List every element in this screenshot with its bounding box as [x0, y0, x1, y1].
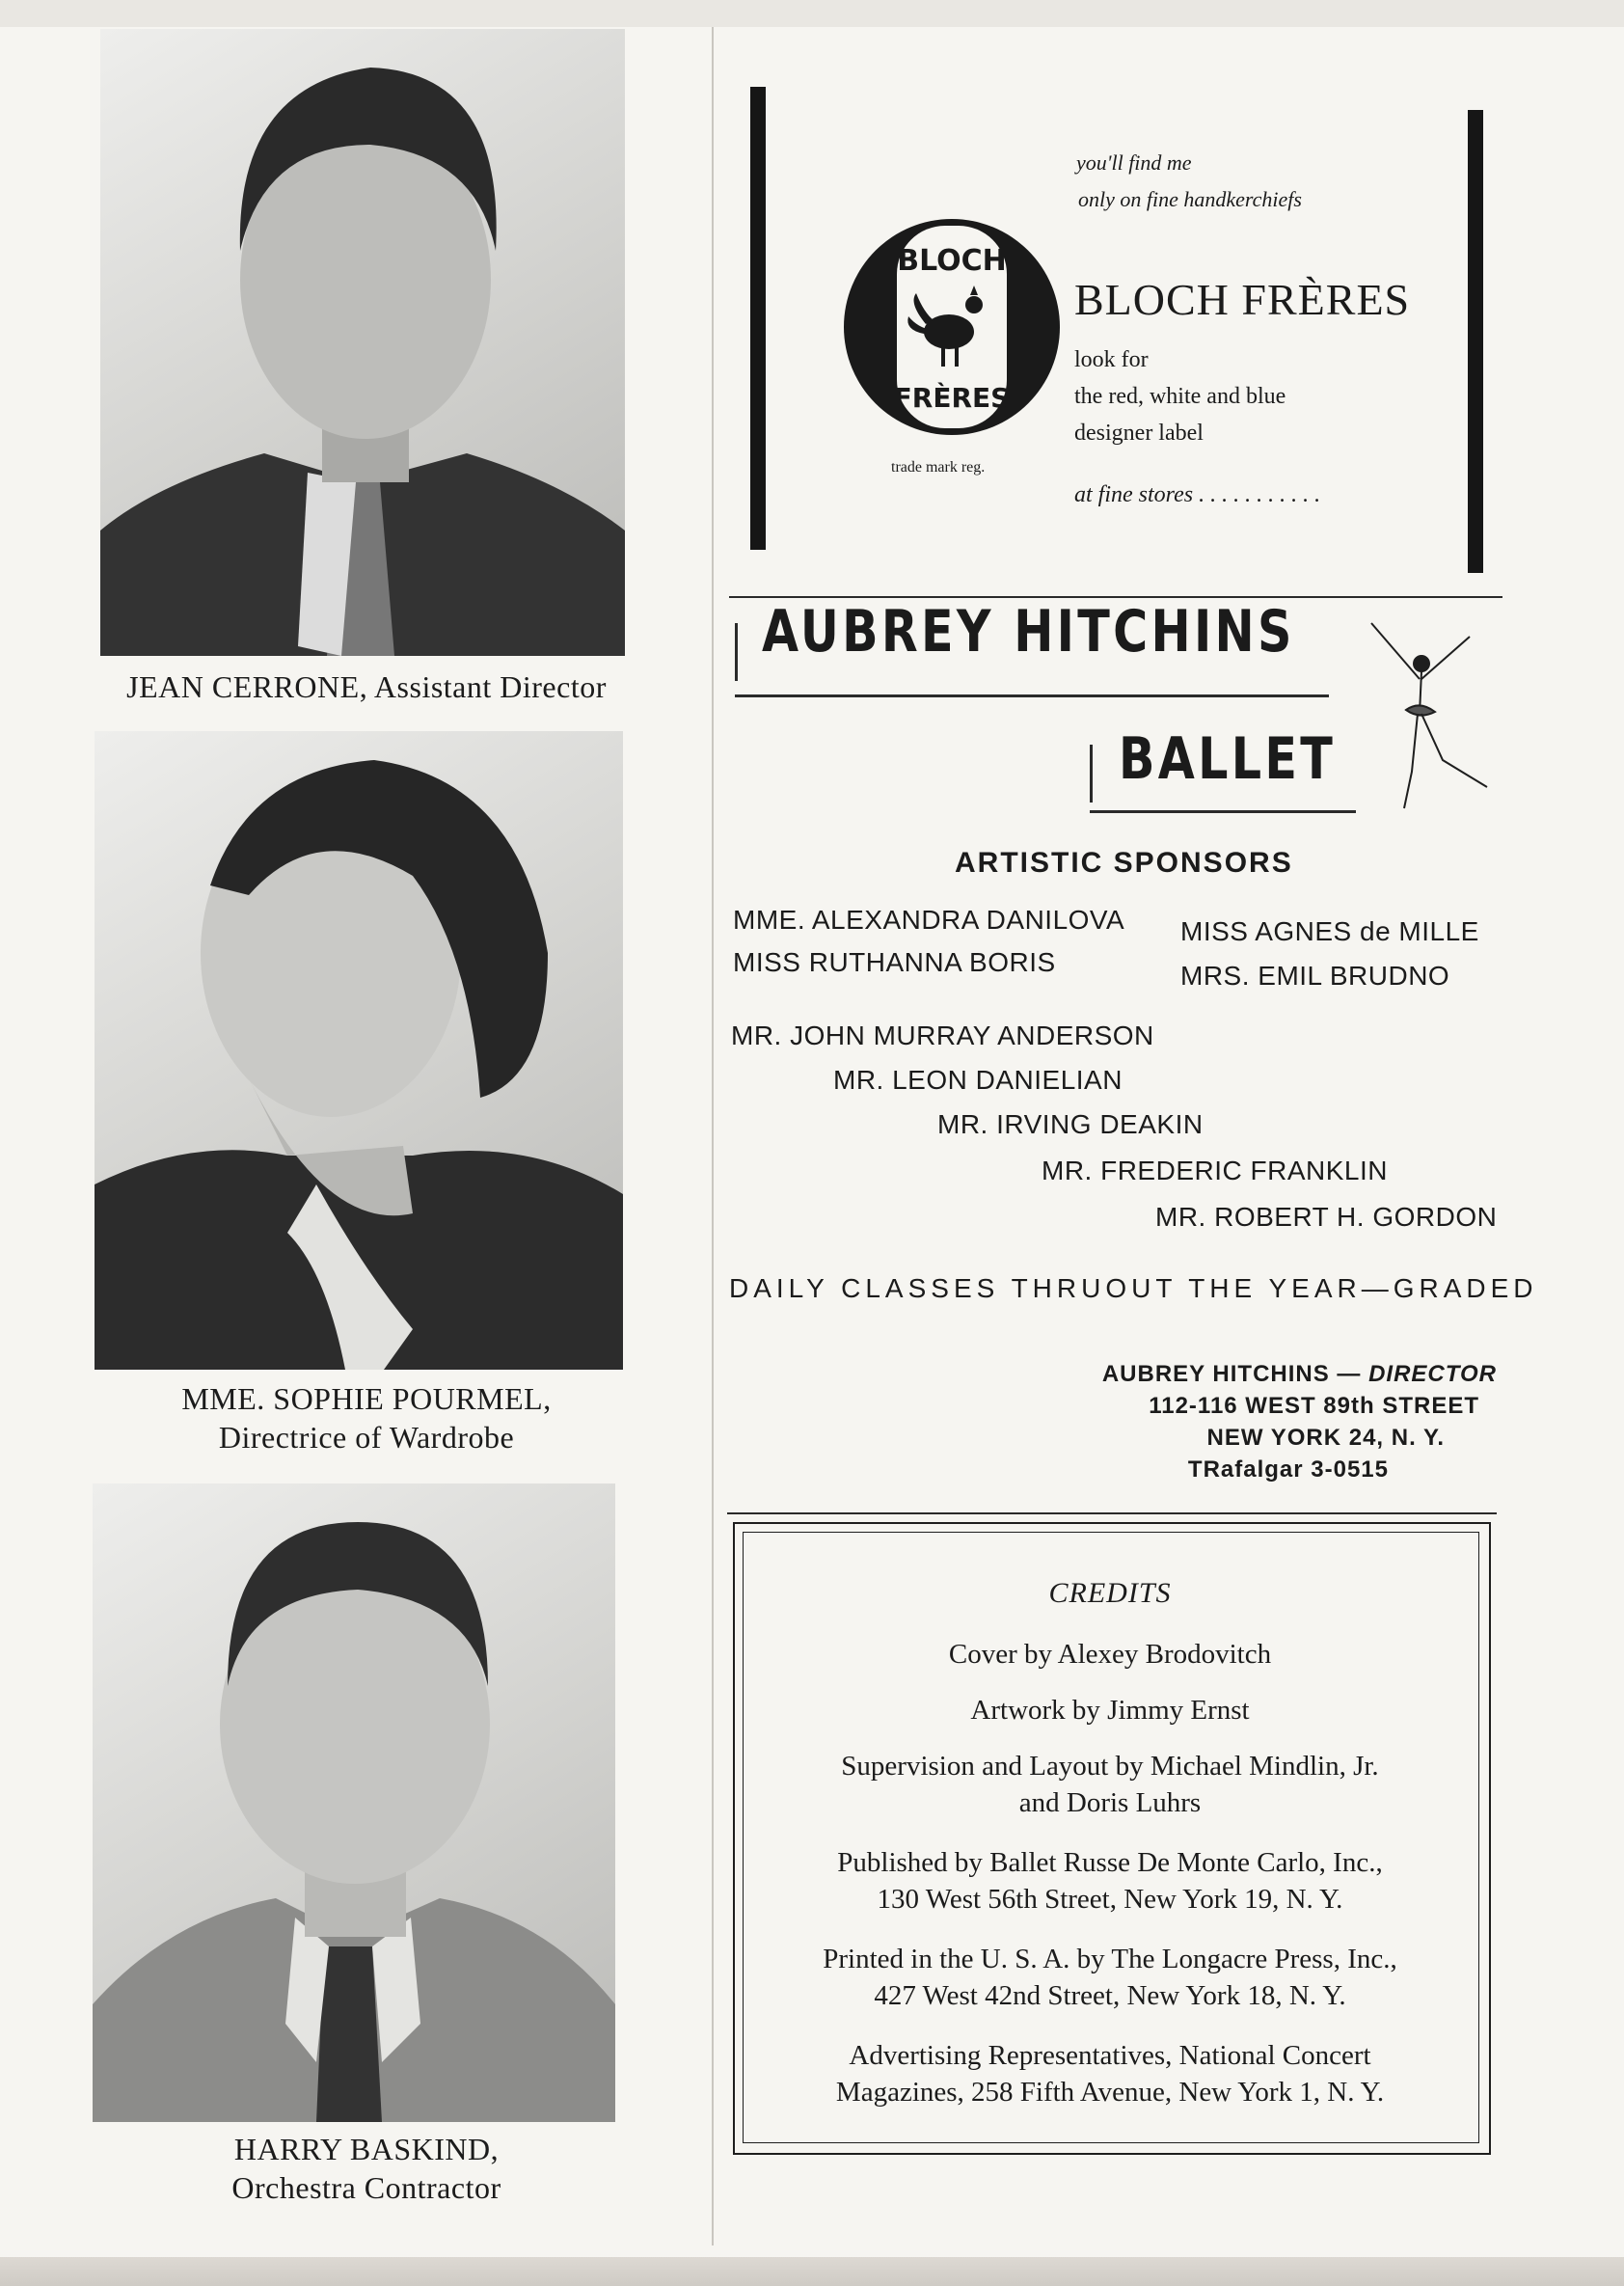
phone-number: TRafalgar 3-0515 — [1187, 1456, 1389, 1483]
ad-body-line: designer label — [1074, 421, 1204, 446]
sponsor-name: MR. FREDERIC FRANKLIN — [1042, 1156, 1388, 1185]
credits-title: CREDITS — [1048, 1577, 1172, 1609]
ad-left-bar — [750, 87, 766, 550]
credit-line: and Doris Luhrs — [1018, 1787, 1202, 1818]
caption-name: HARRY BASKIND, — [233, 2132, 500, 2166]
caption-jean-cerrone — [68, 667, 665, 706]
credit-line: 427 West 42nd Street, New York 18, N. Y. — [874, 1980, 1346, 2011]
heading-bracket-vertical — [735, 623, 738, 681]
page-gutter — [712, 27, 714, 2245]
sponsor-name: MRS. EMIL BRUDNO — [1180, 961, 1450, 991]
ad-body-line: look for — [1074, 347, 1149, 372]
credit-line: Advertising Representatives, National Concert — [849, 2040, 1371, 2071]
portrait-jean-cerrone — [100, 29, 625, 656]
credit-line: Magazines, 258 Fifth Avenue, New York 1, N. Y. — [835, 2077, 1385, 2108]
heading-bracket-vertical — [1090, 745, 1093, 803]
ad-body-line: the red, white and blue — [1074, 384, 1286, 409]
scan-bottom-edge — [0, 2257, 1624, 2286]
studio-contact — [1003, 1358, 1497, 1485]
credit-line: 130 West 56th Street, New York 19, N. Y. — [877, 1884, 1343, 1915]
credit-line: Supervision and Layout by Michael Mindlin, Jr. — [841, 1751, 1379, 1782]
portrait-sophie-pourmel — [95, 731, 623, 1370]
ballet-heading-line-1: AUBREY HITCHINS — [762, 598, 1295, 666]
sponsor-name: MME. ALEXANDRA DANILOVA — [733, 905, 1125, 935]
ballerina-illustration — [1362, 617, 1493, 820]
director-name: AUBREY HITCHINS — — [1101, 1361, 1369, 1387]
director-title: DIRECTOR — [1368, 1361, 1497, 1387]
section-divider — [727, 1512, 1497, 1514]
caption-name: JEAN CERRONE, Assistant Director — [126, 669, 607, 704]
sponsor-name: MISS RUTHANNA BORIS — [733, 947, 1056, 977]
sponsor-name: MR. LEON DANIELIAN — [833, 1065, 1123, 1095]
brand-name: BLOCH FRÈRES — [1074, 275, 1411, 324]
caption-harry-baskind — [68, 2130, 665, 2207]
sponsor-name: MISS AGNES de MILLE — [1180, 916, 1479, 946]
heading-underline — [735, 694, 1329, 697]
logo-bottom-text: FRÈRES — [893, 382, 1011, 414]
sponsors-heading: ARTISTIC SPONSORS — [955, 847, 1293, 879]
bloch-freres-logo — [841, 216, 1063, 438]
caption-name: MME. SOPHIE POURMEL, — [181, 1381, 552, 1416]
credit-line: Cover by Alexey Brodovitch — [948, 1639, 1272, 1670]
caption-sophie-pourmel — [68, 1379, 665, 1456]
credit-line: Printed in the U. S. A. by The Longacre Press, Inc., — [823, 1944, 1397, 1974]
trademark-note: trade mark reg. — [891, 459, 986, 476]
ad-right-bar — [1468, 110, 1483, 573]
ad-script-line-2: only on fine handkerchiefs — [1078, 187, 1302, 211]
ad-tagline: at fine stores . . . . . . . . . . . — [1074, 482, 1321, 507]
classes-notice: DAILY CLASSES THRUOUT THE YEAR—GRADED — [729, 1273, 1538, 1303]
address-line: NEW YORK 24, N. Y. — [1206, 1425, 1445, 1451]
ballet-heading-line-2: BALLET — [1119, 725, 1337, 793]
credit-line: Artwork by Jimmy Ernst — [970, 1695, 1250, 1726]
logo-top-text: BLOCH — [897, 244, 1007, 278]
heading-underline — [1090, 810, 1356, 813]
caption-role: Orchestra Contractor — [231, 2170, 501, 2205]
ad-script-line-1: you'll find me — [1076, 150, 1192, 175]
scan-top-edge — [0, 0, 1624, 27]
sponsor-name: MR. IRVING DEAKIN — [937, 1109, 1204, 1139]
caption-role: Directrice of Wardrobe — [218, 1420, 515, 1455]
director-line — [1003, 1358, 1497, 1390]
sponsor-name: MR. JOHN MURRAY ANDERSON — [731, 1021, 1154, 1050]
portrait-harry-baskind — [93, 1483, 615, 2122]
sponsor-name: MR. ROBERT H. GORDON — [1155, 1202, 1498, 1232]
address-line: 112-116 WEST 89th STREET — [1149, 1393, 1479, 1419]
credit-line: Published by Ballet Russe De Monte Carlo, Inc., — [837, 1847, 1383, 1878]
ad-body-text — [1074, 341, 1286, 451]
